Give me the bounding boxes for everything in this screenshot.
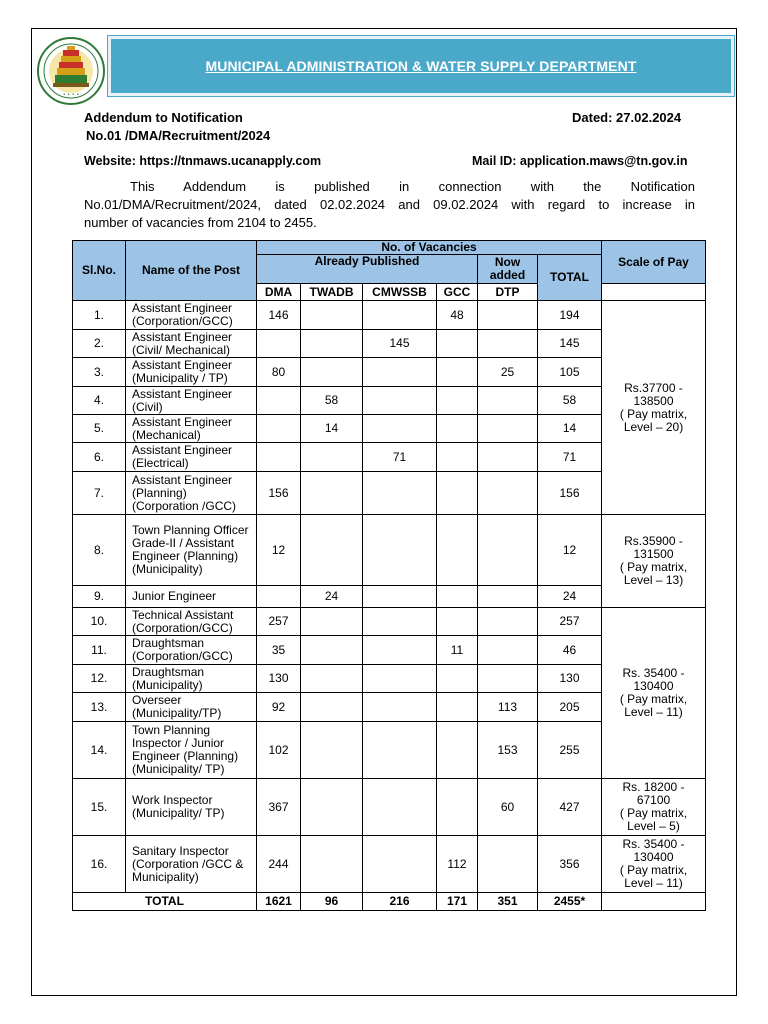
- cell-slno: 5.: [73, 415, 126, 443]
- addendum-title: Addendum to Notification: [84, 110, 243, 125]
- total-label: TOTAL: [73, 893, 257, 911]
- header-already-published: Already Published: [257, 255, 478, 284]
- header-vacancies: No. of Vacancies: [257, 241, 602, 255]
- header-gcc: GCC: [437, 284, 478, 301]
- cell-post: Draughtsman (Corporation/GCC): [126, 636, 257, 665]
- cell-dma: [257, 387, 301, 415]
- pay-line: Rs. 35400 -: [622, 837, 685, 851]
- cell-gcc: 11: [437, 636, 478, 665]
- cell-twadb: 24: [301, 586, 363, 608]
- cell-twadb: [301, 722, 363, 779]
- header-pay: Scale of Pay: [602, 241, 706, 284]
- pay-line: ( Pay matrix,: [619, 406, 688, 421]
- pay-line: 130400: [633, 679, 674, 693]
- cell-gcc: [437, 665, 478, 693]
- cell-dtp: [478, 330, 538, 358]
- cell-total: 156: [538, 472, 602, 515]
- cell-post: Technical Assistant (Corporation/GCC): [126, 608, 257, 636]
- pay-line: Rs. 18200 -: [622, 780, 685, 794]
- cell-gcc: [437, 779, 478, 836]
- cell-total: 356: [538, 836, 602, 893]
- cell-cmwssb: [363, 608, 437, 636]
- total-gcc: 171: [437, 893, 478, 911]
- cell-total: 205: [538, 693, 602, 722]
- cell-dtp: [478, 443, 538, 472]
- cell-cmwssb: [363, 693, 437, 722]
- total-row: [73, 893, 706, 911]
- cell-dma: 130: [257, 665, 301, 693]
- cell-twadb: 14: [301, 415, 363, 443]
- cell-cmwssb: [363, 722, 437, 779]
- cell-pay-scale: [602, 608, 706, 779]
- cell-dtp: [478, 836, 538, 893]
- cell-total: 194: [538, 301, 602, 330]
- pay-line: ( Pay matrix,: [619, 806, 688, 820]
- cell-dtp: [478, 636, 538, 665]
- header-pay-blank: [602, 284, 706, 301]
- pay-line: Level – 11): [624, 705, 683, 719]
- cell-cmwssb: [363, 301, 437, 330]
- cell-total: 105: [538, 358, 602, 387]
- cell-cmwssb: [363, 779, 437, 836]
- cell-post: Assistant Engineer (Municipality / TP): [126, 358, 257, 387]
- total-pay: [602, 893, 706, 911]
- total-dma: 1621: [257, 893, 301, 911]
- cell-dtp: 60: [478, 779, 538, 836]
- cell-post: Assistant Engineer (Civil/ Mechanical): [126, 330, 257, 358]
- cell-slno: 14.: [73, 722, 126, 779]
- cell-dtp: [478, 586, 538, 608]
- cell-total: 12: [538, 515, 602, 586]
- cell-slno: 2.: [73, 330, 126, 358]
- table-row: [73, 836, 706, 893]
- pay-line: ( Pay matrix,: [619, 692, 688, 706]
- cell-gcc: [437, 330, 478, 358]
- cell-dma: 156: [257, 472, 301, 515]
- table-row: [73, 779, 706, 836]
- cell-gcc: [437, 415, 478, 443]
- header-slno: Sl.No.: [73, 241, 126, 301]
- cell-cmwssb: [363, 836, 437, 893]
- cell-twadb: [301, 608, 363, 636]
- cell-slno: 6.: [73, 443, 126, 472]
- pay-line: Level – 20): [623, 419, 684, 434]
- cell-slno: 4.: [73, 387, 126, 415]
- cell-twadb: [301, 443, 363, 472]
- mail-id[interactable]: Mail ID: application.maws@tn.gov.in: [472, 154, 688, 168]
- cell-gcc: [437, 693, 478, 722]
- total-dtp: 351: [478, 893, 538, 911]
- cell-dtp: 113: [478, 693, 538, 722]
- cell-dma: 92: [257, 693, 301, 722]
- cell-slno: 13.: [73, 693, 126, 722]
- cell-gcc: [437, 515, 478, 586]
- cell-post: Town Planning Officer Grade-II / Assistant Engineer (Planning) (Municipality): [126, 515, 257, 586]
- cell-dma: 12: [257, 515, 301, 586]
- cell-cmwssb: [363, 515, 437, 586]
- cell-twadb: [301, 515, 363, 586]
- website-link[interactable]: Website: https://tnmaws.ucanapply.com: [84, 154, 322, 168]
- cell-dtp: [478, 387, 538, 415]
- cell-dma: 244: [257, 836, 301, 893]
- total-cmwssb: 216: [363, 893, 437, 911]
- cell-cmwssb: [363, 415, 437, 443]
- cell-slno: 16.: [73, 836, 126, 893]
- cell-dtp: [478, 665, 538, 693]
- para-line: No.01/DMA/Recruitment/2024, dated 02.02.2024 and 09.02.2024 with regard to increase in: [84, 197, 695, 212]
- cell-dtp: [478, 415, 538, 443]
- department-title: MUNICIPAL ADMINISTRATION & WATER SUPPLY DEPARTMENT: [205, 58, 637, 74]
- cell-gcc: [437, 586, 478, 608]
- cell-total: 130: [538, 665, 602, 693]
- cell-gcc: 48: [437, 301, 478, 330]
- pay-line: Rs. 35400 -: [622, 666, 685, 680]
- cell-slno: 8.: [73, 515, 126, 586]
- cell-pay-scale: [602, 779, 706, 836]
- cell-gcc: [437, 608, 478, 636]
- department-banner: [108, 36, 734, 96]
- cell-dma: 80: [257, 358, 301, 387]
- cell-pay-scale: [602, 301, 706, 515]
- table-row: [73, 515, 706, 586]
- cell-total: 46: [538, 636, 602, 665]
- cell-dtp: [478, 472, 538, 515]
- cell-dma: [257, 586, 301, 608]
- header-now-added: Now added: [478, 255, 538, 284]
- header-dtp: DTP: [478, 284, 538, 301]
- cell-gcc: [437, 443, 478, 472]
- cell-cmwssb: 71: [363, 443, 437, 472]
- para-line: number of vacancies from 2104 to 2455.: [84, 215, 317, 230]
- table-row: [73, 301, 706, 330]
- pay-line: Level – 11): [624, 876, 683, 890]
- cell-dtp: [478, 608, 538, 636]
- table-row: [73, 608, 706, 636]
- pay-line: 130400: [633, 850, 674, 864]
- cell-dma: 146: [257, 301, 301, 330]
- cell-dma: 35: [257, 636, 301, 665]
- cell-slno: 9.: [73, 586, 126, 608]
- cell-twadb: [301, 779, 363, 836]
- header-dma: DMA: [257, 284, 301, 301]
- cell-post: Assistant Engineer (Planning) (Corporation /GCC): [126, 472, 257, 515]
- cell-dtp: [478, 515, 538, 586]
- cell-dma: [257, 443, 301, 472]
- cell-dma: 367: [257, 779, 301, 836]
- cell-dma: [257, 330, 301, 358]
- cell-twadb: [301, 693, 363, 722]
- cell-gcc: [437, 358, 478, 387]
- cell-twadb: [301, 836, 363, 893]
- cell-gcc: [437, 387, 478, 415]
- cell-slno: 7.: [73, 472, 126, 515]
- cell-cmwssb: [363, 387, 437, 415]
- cell-cmwssb: [363, 665, 437, 693]
- pay-line: ( Pay matrix,: [619, 863, 688, 877]
- cell-post: Assistant Engineer (Civil): [126, 387, 257, 415]
- para-line: This Addendum is published in connection with the Notification: [130, 179, 695, 194]
- cell-pay-scale: [602, 836, 706, 893]
- tamil-nadu-emblem-icon: [36, 36, 106, 106]
- cell-post: Work Inspector (Municipality/ TP): [126, 779, 257, 836]
- pay-line: 138500: [633, 393, 674, 408]
- cell-post: Town Planning Inspector / Junior Engineer (Planning) (Municipality/ TP): [126, 722, 257, 779]
- cell-gcc: 112: [437, 836, 478, 893]
- cell-gcc: [437, 472, 478, 515]
- cell-post: Assistant Engineer (Corporation/GCC): [126, 301, 257, 330]
- header-twadb: TWADB: [301, 284, 363, 301]
- pay-line: ( Pay matrix,: [619, 560, 688, 574]
- header-post: Name of the Post: [126, 241, 257, 301]
- cell-total: 145: [538, 330, 602, 358]
- cell-total: 24: [538, 586, 602, 608]
- addendum-paragraph: [84, 178, 695, 232]
- cell-slno: 15.: [73, 779, 126, 836]
- cell-dma: 102: [257, 722, 301, 779]
- cell-slno: 12.: [73, 665, 126, 693]
- cell-twadb: [301, 358, 363, 387]
- cell-twadb: [301, 472, 363, 515]
- cell-post: Draughtsman (Municipality): [126, 665, 257, 693]
- cell-twadb: [301, 636, 363, 665]
- cell-total: 255: [538, 722, 602, 779]
- cell-twadb: [301, 301, 363, 330]
- svg-text:• • • •: • • • •: [62, 92, 80, 98]
- cell-post: Overseer (Municipality/TP): [126, 693, 257, 722]
- header-total: TOTAL: [538, 255, 602, 301]
- pay-line: 67100: [636, 793, 671, 807]
- cell-twadb: [301, 330, 363, 358]
- cell-total: 427: [538, 779, 602, 836]
- cell-dma: 257: [257, 608, 301, 636]
- cell-slno: 11.: [73, 636, 126, 665]
- cell-slno: 3.: [73, 358, 126, 387]
- vacancy-table: [72, 240, 706, 911]
- cell-cmwssb: [363, 636, 437, 665]
- total-twadb: 96: [301, 893, 363, 911]
- cell-total: 58: [538, 387, 602, 415]
- cell-cmwssb: [363, 586, 437, 608]
- pay-line: Level – 5): [627, 819, 680, 833]
- pay-line: Rs.35900 -: [624, 534, 683, 548]
- cell-gcc: [437, 722, 478, 779]
- cell-dtp: [478, 301, 538, 330]
- cell-post: Junior Engineer: [126, 586, 257, 608]
- addendum-date: Dated: 27.02.2024: [572, 110, 682, 125]
- cell-total: 71: [538, 443, 602, 472]
- cell-total: 14: [538, 415, 602, 443]
- pay-line: 131500: [633, 547, 674, 561]
- pay-line: Level – 13): [623, 573, 684, 587]
- cell-cmwssb: 145: [363, 330, 437, 358]
- cell-post: Assistant Engineer (Electrical): [126, 443, 257, 472]
- cell-slno: 1.: [73, 301, 126, 330]
- cell-total: 257: [538, 608, 602, 636]
- cell-dma: [257, 415, 301, 443]
- cell-cmwssb: [363, 472, 437, 515]
- cell-post: Sanitary Inspector (Corporation /GCC & Municipality): [126, 836, 257, 893]
- header-cmwssb: CMWSSB: [363, 284, 437, 301]
- cell-cmwssb: [363, 358, 437, 387]
- cell-dtp: 25: [478, 358, 538, 387]
- notification-number: No.01 /DMA/Recruitment/2024: [86, 128, 271, 143]
- cell-slno: 10.: [73, 608, 126, 636]
- cell-dtp: 153: [478, 722, 538, 779]
- cell-twadb: 58: [301, 387, 363, 415]
- pay-line: Rs.37700 -: [624, 380, 683, 395]
- cell-pay-scale: [602, 515, 706, 608]
- cell-twadb: [301, 665, 363, 693]
- total-total: 2455*: [538, 893, 602, 911]
- cell-post: Assistant Engineer (Mechanical): [126, 415, 257, 443]
